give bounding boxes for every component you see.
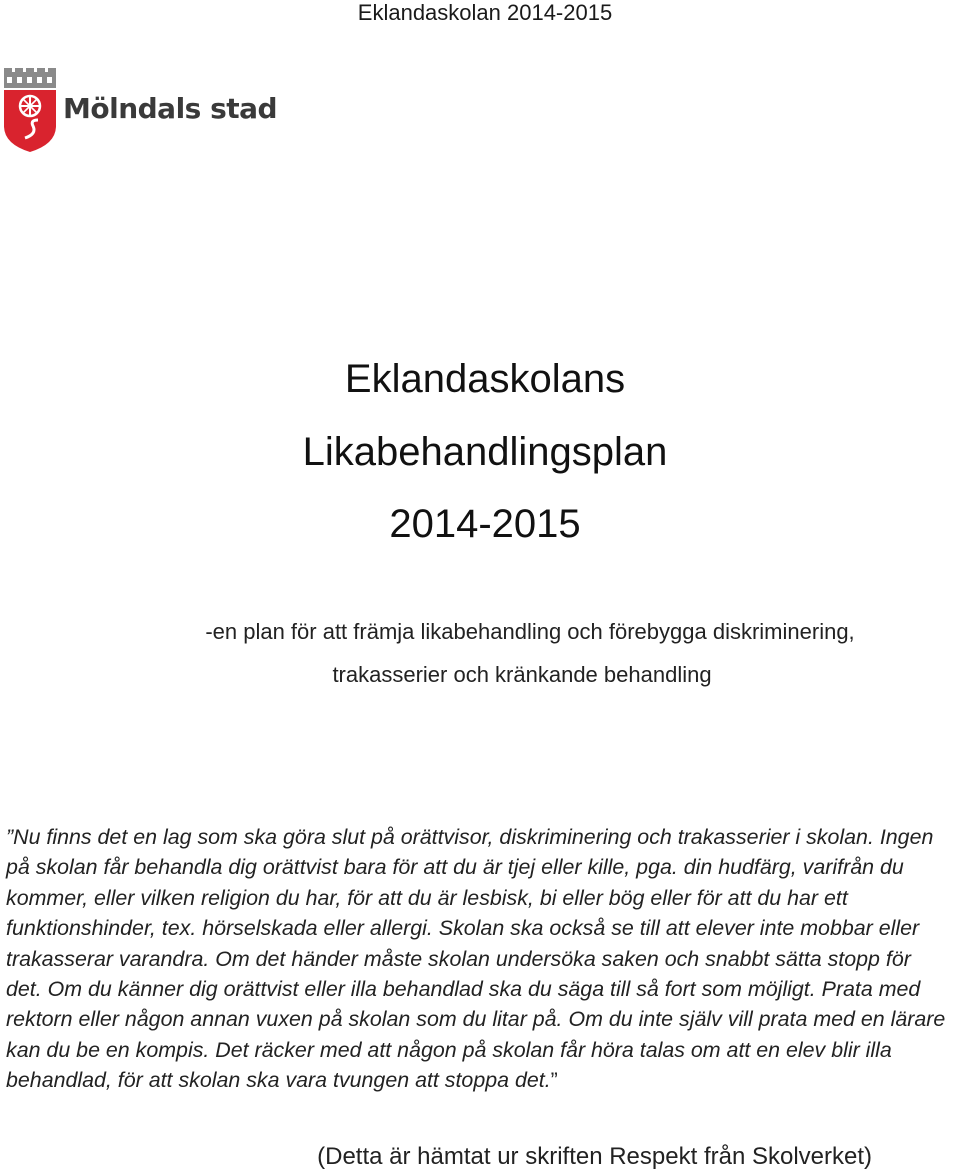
law-quote-paragraph [6,822,951,1096]
molndals-stad-logo [3,68,278,154]
quote-close-mark: ” [550,1068,558,1093]
subtitle-line-2: trakasserier och kränkande behandling [332,662,712,687]
document-title-line-2: Likabehandlingsplan [302,430,668,474]
document-title-year: 2014-2015 [389,502,581,546]
quote-source: (Detta är hämtat ur skriften Respekt från Skolverket) [317,1143,872,1170]
molndal-coat-of-arms-icon [3,68,59,154]
subtitle-line-1: -en plan för att främja likabehandling och förebygga diskriminering, [205,619,855,644]
document-title-line-1: Eklandaskolans [344,357,626,401]
quote-body: Nu finns det en lag som ska göra slut på orättvisor, diskriminering och trakasserier i skolan. Ingen på skolan får behandla dig orättvist bara för att du är tjej eller kille, pga. din hudfärg, varifrån du kommer, eller vilken religion du har, för att du är lesbisk, bi eller bög eller för att du har ett funktionshinder, tex. hörselskada eller allergi. Skolan ska också se till att elever inte mobbar eller trakasserar varandra. Om det händer måste skolan undersöka saken och snabbt sätta stopp för det. Om du känner dig orättvist eller illa behandlad ska du säga till så fort som möjligt. Prata med rektorn eller någon annan vuxen på skolan som du litar på. Om du inte själv vill prata med en lärare kan du be en kompis. Det räcker med att någon på skolan får höra talas om att en elev blir illa behandlad, för att skolan ska vara tvungen att stoppa det. [6,825,946,1093]
quote-open-mark: ” [6,825,14,849]
logo-wordmark: Mölndals stad [63,92,278,125]
page-header: Eklandaskolan 2014-2015 [357,0,613,25]
